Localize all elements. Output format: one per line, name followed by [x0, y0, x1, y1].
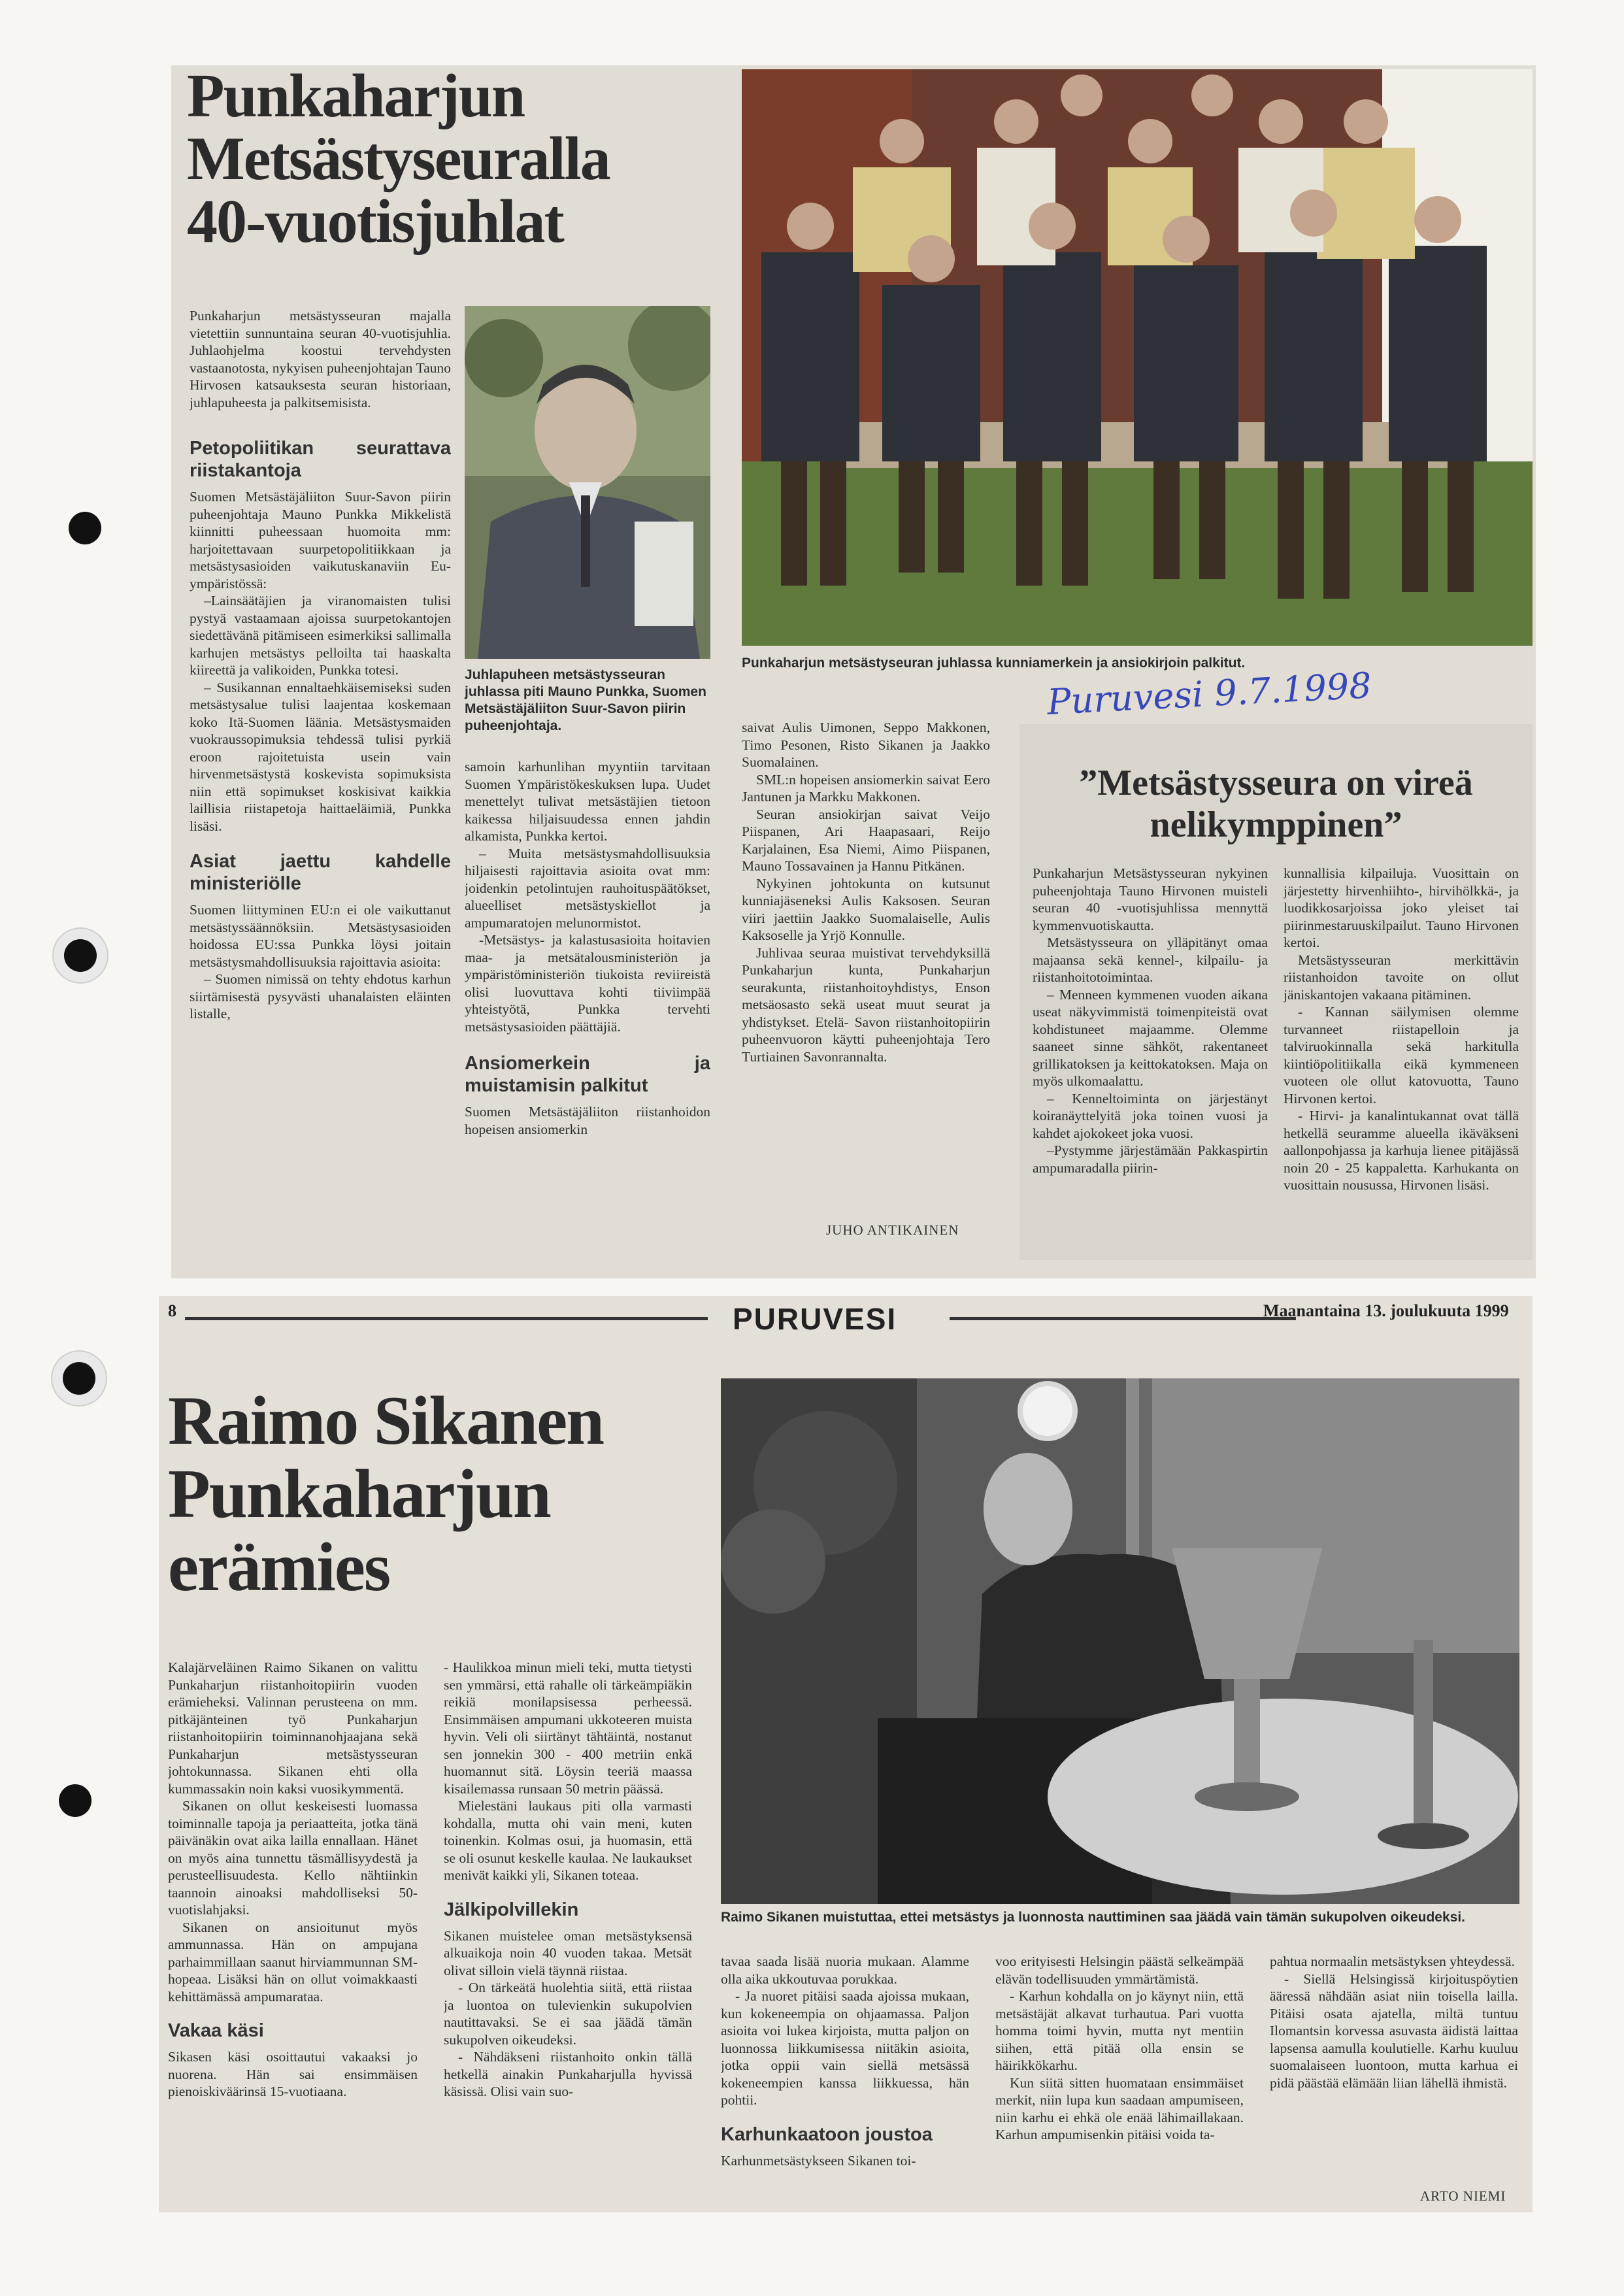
subheading: Asiat jaettu kahdelle ministeriölle: [190, 851, 451, 894]
headline-line: Raimo Sikanen: [168, 1382, 604, 1459]
paragraph: – Kenneltoiminta on järjestänyt koiranäyttelyitä joka toinen vuosi ja kahdet ajokokeet joka vuosi.: [1033, 1090, 1268, 1141]
article-column: [1033, 865, 1268, 1257]
paragraph: Sikasen käsi osoittautui vakaaksi jo nuorena. Hän sai ensimmäisen pienoiskiväärinsä 15-vuotiaana.: [168, 2049, 418, 2099]
subheading: Vakaa käsi: [168, 2020, 264, 2041]
paragraph: tavaa saada lisää nuoria mukaan. Alamme olla aika ukkoutuvaa porukkaa.: [721, 1954, 969, 1987]
binder-hole: [63, 1362, 95, 1395]
paragraph: kunnallisia kilpailuja. Vuosittain on järjestetty hirvenhiihto-, hirvihölkkä-, ja luodikkosarjoissa joko yleiset tai piirinmestaruuskilpailut. Tauno Hirvonen kertoi.: [1284, 865, 1519, 950]
headline-line: Metsästyseuralla: [187, 124, 610, 193]
article-column: [995, 1953, 1244, 2211]
paragraph: - Kannan säilymisen olemme turvanneet riistapelloin ja talviruokinnalla sekä harkitulla kiintiöpolitiikalla eikä kymmeneen vuoteen ole ollut katovuotta, Tauno Hirvonen kertoi.: [1284, 1004, 1519, 1106]
photo-caption: Punkaharjun metsästyseuran juhlassa kunniamerkein ja ansiokirjoin palkitut.: [742, 656, 1246, 671]
article-headline: [187, 62, 610, 256]
paragraph: pahtua normaalin metsästyksen yhteydessä.: [1270, 1954, 1515, 1969]
paragraph: Kalajärveläinen Raimo Sikanen on valittu Punkaharjun riistanhoitopiirin vuoden erämieheksi. Valinnan perusteena on mm. pitkäjänteinen työ Punkaharjun riistanhoitopiirin toiminnanohjaajana sekä Punkaharjun metsästysseuran johtokunnassa. Sikanen ehti olla kummassakin noin kaksi vuosikymmentä.: [168, 1659, 418, 1797]
paragraph: – Suomen nimissä on tehty ehdotus karhun siirtämisestä pysyvästi uhanalaisten eläinten listalle,: [190, 971, 451, 1022]
paragraph: - Nähdäkseni riistanhoito onkin tällä hetkellä ainakin Punkaharjulla hyvissä käsissä. Olisi vain suo-: [444, 2049, 692, 2099]
paragraph: –Pystymme järjestämään Pakkaspirtin ampumaradalla piirin-: [1033, 1142, 1268, 1176]
article-headline: [168, 1384, 603, 1604]
article-column: [721, 1953, 969, 2211]
binder-hole: [64, 939, 97, 972]
paragraph: - Ja nuoret pitäisi saada ajoissa mukaan, kun kokeneempia on ohjaamassa. Paljon asioita voi lukea kirjoista, mutta paljon on luonnossa liikkumisessa niitäkin asioita, jotka oppii vain siellä metsässä kokeneempien kanssa liikkuessa, hän pohtii.: [721, 1988, 969, 2108]
newspaper-clipping-2: [159, 1296, 1533, 2212]
paragraph: SML:n hopeisen ansiomerkin saivat Eero Jantunen ja Markku Makkonen.: [742, 771, 990, 805]
issue-date: Maanantaina 13. joulukuuta 1999: [1263, 1301, 1509, 1320]
paragraph: voo erityisesti Helsingin päästä selkeämpää elävän todellisuuden ymmärtämistä.: [995, 1954, 1244, 1987]
photo-caption: Juhlapuheen metsästysseuran juhlassa piti Mauno Punkka, Suomen Metsästäjäliiton Suur-Savon piirin puheenjohtaja.: [465, 667, 706, 733]
photo-caption: Raimo Sikanen muistuttaa, ettei metsästys ja luonnosta nauttiminen saa jäädä vain tämän sukupolven oikeudeksi.: [721, 1910, 1466, 1925]
paragraph: Seuran ansiokirjan saivat Veijo Piispanen, Ari Haapasaari, Reijo Karjalainen, Esa Niemi, Aimo Piispanen, Mauno Tossavainen ja Hannu Pitkänen.: [742, 806, 990, 874]
article-column: [1284, 865, 1519, 1257]
headline-line: erämies: [168, 1529, 390, 1605]
paragraph: - Siellä Helsingissä kirjoituspöytien ääressä nähdään asiat niin toisella lailla. Pitäisi osata ajatella, miltä tuntuu Ilomantsin korvessa asuvasta äidistä laittaa lapsensa aamulla koulutielle. Karhu kuuluu suomalaiseen luontoon, mutta karhua ei pidä päästää elämään liian lähellä ihmistä.: [1270, 1971, 1518, 2091]
article-column: [1270, 1953, 1518, 2175]
sidebar-headline: ”Metsästysseura on vireä nelikymppinen”: [1079, 763, 1473, 845]
speaker-photo: [465, 306, 710, 659]
paragraph: Metsästysseuran merkittävin riistanhoidon tavoite on ollut jäniskantojen vakaana pitäminen.: [1284, 952, 1519, 1003]
paragraph: Suomen Metsästäjäliiton Suur-Savon piirin puheenjohtaja Mauno Punkka Mikkelistä kiinnitti puheessaan huomoita mm: harjoitettavaan suurpetopolitiikkaan ja metsästysasioiden vaikutuskanaviin Eu-ympäristössä:: [190, 489, 451, 591]
paragraph: –Lainsäätäjien ja viranomaisten tulisi pystyä vastaamaan ajoissa suurpetokantojen siedettävänä pitämiseen esimerkiksi sallimalla karhujen metsästys pelloilta tai haaskalta kiireettä ja valikoiden, Punkka totesi.: [190, 593, 451, 678]
paragraph: Punkaharjun Metsästysseuran nykyinen puheenjohtaja Tauno Hirvonen muisteli seuran 40 -vuotisjuhlissa mennyttä kymmenvuotiskautta.: [1033, 865, 1268, 933]
paragraph: Sikanen on ollut keskeisesti luomassa toiminnalle tapoja ja periaatteita, jotka tänä päivänäkin ovat aika lailla ennallaan. Hänet on myös aina tunnettu täsmällisyydestä ja perusteellisuudesta. Kello nähtiinkin taannoin ainoaksi mahdolliseksi 50-vuotislahjaksi.: [168, 1798, 418, 1918]
newspaper-clipping-1: [171, 62, 1536, 1278]
paragraph: Suomen Metsästäjäliiton riistanhoidon hopeisen ansiomerkin: [465, 1104, 710, 1137]
paragraph: Karhunmetsästykseen Sikanen toi-: [721, 2152, 916, 2169]
author-byline: JUHO ANTIKAINEN: [826, 1222, 959, 1238]
paragraph: – Muita metsästysmahdollisuuksia hiljaisesti rajoittavia asioita ovat mm: joidenkin petolintujen rauhoituspäätökset, alueelliset metsästyskiellot ja ampumaratojen melunormistot.: [465, 845, 710, 931]
headline-line: 40-vuotisjuhlat: [187, 187, 563, 256]
paragraph: Suomen liittyminen EU:n ei ole vaikuttanut metsästyssäännöksiin. Metsästysasioiden hoidossa EU:ssa Punkka löysi joitain metsästysmahdollisuuksia rajoittavia asioita:: [190, 902, 451, 970]
handwritten-date: Puruvesi 9.7.1998: [1046, 665, 1373, 723]
paragraph: Kun siitä sitten huomataan ensimmäiset merkit, niin lupa kun saadaan ampumiseen, niin karhu ei ehkä ole enää lähimaillakaan. Karhun ampumisenkin pitäisi voida ta-: [995, 2074, 1244, 2142]
paragraph: - Haulikkoa minun mieli teki, mutta tietysti sen ymmärsi, että rahalle oli tärkeämpiäkin reikiä monilapsisessa perheessä. Ensimmäisen ampumani ukkoteeren muista hyvin. Veli oli siirtänyt tähtäintä, nostanut sen jonnekin 300 - 400 metriin enkä huomannut sitä. Löysin teeriä maassa kisailemassa runsaan 50 metrin päässä.: [444, 1659, 692, 1797]
subheading: Jälkipolvillekin: [444, 1899, 579, 1920]
paragraph: Juhlivaa seuraa muistivat tervehdyksillä Punkaharjun kunta, Punkaharjun seurakunta, riistanhoitoyhdistys, Enson metsäosasto sekä useat muut seurat ja yhdistykset. Etelä- Savon riistanhoitopiirin puheenvuoron käytti puheenjohtaja Tero Turtiainen Savonrannalta.: [742, 944, 990, 1065]
subheading: Petopoliitikan seurattava riistakantoja: [190, 438, 451, 481]
binder-hole: [59, 1784, 91, 1817]
author-byline: ARTO NIEMI: [1420, 2188, 1506, 2204]
headline-line: Punkaharjun: [187, 62, 525, 130]
paragraph: saivat Aulis Uimonen, Seppo Makkonen, Timo Pesonen, Risto Sikanen ja Jaakko Suomalainen.: [742, 720, 990, 770]
paragraph: – Susikannan ennaltaehkäisemiseksi suden metsästysalue tulisi laajentaa koskemaan koko Itä-Suomen läänia. Metsästysmaiden vuokraussopimuksia tehdessä tulisi pyrkiä eroon rajoitetuista usein vain hirvenmetsästystä koskevista sopimuksista niin että sopimukset koskisivat kaikkia laillisia riistapetoja haittaeläimiä, Punkka lisäsi.: [190, 679, 451, 834]
subheading: Ansiomerkein ja muistamisin palkitut: [465, 1053, 710, 1096]
sidebar-box: [1019, 724, 1533, 1260]
paragraph: Sikanen on ansioitunut myös ammunnassa. Hän on ampujana parhaimmillaan saanut hirviammunnan SM-hopeaa. Lisäksi hän on ollut voimakkaasti kehittämässä ampumarataa.: [168, 1919, 418, 2005]
subheading: Karhunkaatoon joustoa: [721, 2123, 933, 2145]
article-column: [168, 1659, 418, 2211]
article-column: [465, 758, 710, 1268]
paragraph: Nykyinen johtokunta on kutsunut kunniajäseneksi Aulis Kaksosen. Seuran viiri jaettiin Jaakko Suomalaiselle, Aulis Kaksoselle ja Yrjö Konnulle.: [742, 875, 990, 943]
paragraph: - Karhun kohdalla on jo käynyt niin, että metsästäjät alkavat turhautua. Pari vuotta homma toimi hyvin, mutta nyt mentiin siihen, että pitää olla ensin se häirikkökarhu.: [995, 1988, 1244, 2073]
page-number: 8: [168, 1301, 176, 1320]
article-column: [444, 1659, 692, 2211]
article-column: [190, 307, 451, 1261]
paragraph: samoin karhunlihan myyntiin tarvitaan Suomen Ympäristökeskuksen lupa. Uudet menettelyt tulivat metsästäjien tietoon kaikessa hiljaisuudessa ennen jahdin alkamista, Punkka kertoi.: [465, 759, 710, 844]
binder-hole: [69, 512, 101, 544]
masthead-rule: [185, 1317, 708, 1320]
paragraph: – Menneen kymmenen vuoden aikana useat näkyvimmistä toimenpiteistä ovat kohdistuneet majaamme. Olemme saaneet sinne sähköt, rakentaneet grillikatoksen ja keittokatoksen. Maja on myös ulkomaalattu.: [1033, 986, 1268, 1089]
portrait-photo: [721, 1378, 1519, 1904]
paragraph: - On tärkeätä huolehtia siitä, että riistaa ja luontoa on tulevienkin sukupolvien nautittavaksi. Se ei saa jäädä tämän sukupolven oikeudeksi.: [444, 1980, 692, 2048]
paragraph: Metsästysseura on ylläpitänyt omaa majaansa sekä kennel-, kilpailu- ja riistanhoitotoimintaa.: [1033, 935, 1268, 985]
article-column: [742, 719, 990, 1203]
headline-line: Punkaharjun: [168, 1456, 550, 1532]
paragraph: -Metsästys- ja kalastusasioita hoitavien maa- ja metsätalousministeriön ja ympäristöministeriön tiukoista reviireistä olisi luovuttava kohti tiiviimpää yhteistyötä, Punkka tervehti metsästysasioiden päättäjiä.: [465, 932, 710, 1035]
paragraph: Sikanen muistelee oman metsästyksensä alkuaikoja noin 40 vuoden takaa. Metsät olivat silloin vielä täynnä riistaa.: [444, 1927, 692, 1978]
intro-paragraph: Punkaharjun metsästysseuran majalla vietettiin sunnuntaina seuran 40-vuotisjuhlia. Juhlaohjelma koostui tervehdysten vastaanotosta, nykyisen puheenjohtajan Tauno Hirvosen katsauksesta seuran historiaan, juhlapuheesta ja palkitsemisista.: [190, 308, 451, 410]
masthead-rule: [950, 1317, 1296, 1320]
masthead: PURUVESI: [733, 1302, 897, 1336]
group-photo: [742, 69, 1533, 646]
paragraph: - Hirvi- ja kanalintukannat ovat tällä hetkellä seuramme alueella ikäväkseni aallonpohjassa ja karhuja lienee pitäjässä noin 20 - 25 kappaletta. Karhukanta on vuosittain nousussa, Hirvonen lisäsi.: [1284, 1108, 1519, 1193]
paragraph: Mielestäni laukaus piti olla varmasti kohdalla, mutta ohi vain meni, kuten toinenkin. Kolmas osui, ja huomasin, että se oli osunut keskelle kaulaa. Ne laukaukset menivät kaikki yli, Sikanen toteaa.: [444, 1798, 692, 1883]
